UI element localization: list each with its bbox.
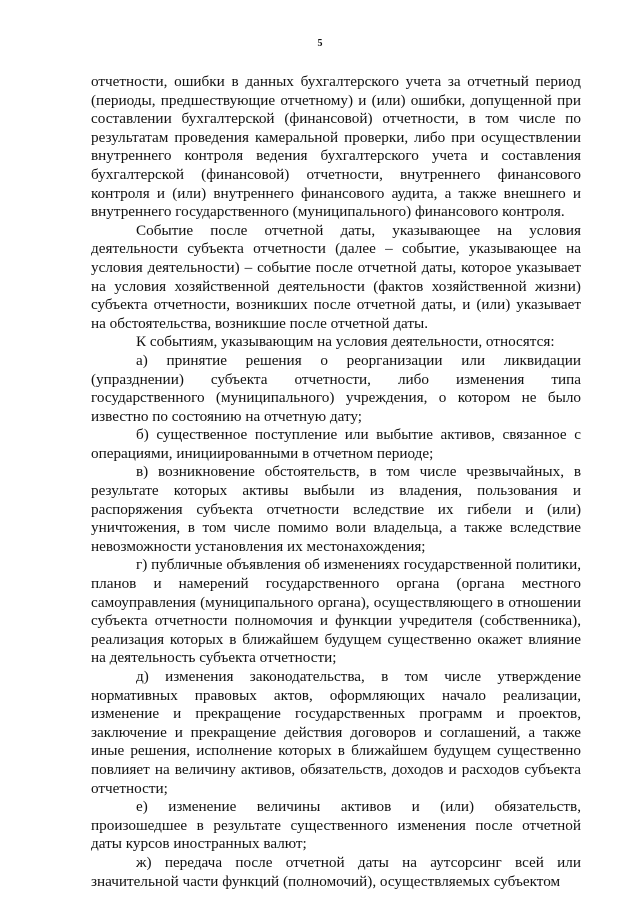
page-number: 5 xyxy=(317,38,323,49)
list-item-e: е) изменение величины активов и (или) обязательств, произошедшее в результате существенного изменения после отчетной даты курсов иностранных валют; xyxy=(91,798,581,853)
list-item-b: б) существенное поступление или выбытие активов, связанное с операциями, инициированными в отчетном периоде; xyxy=(91,426,581,462)
list-item-a: а) принятие решения о реорганизации или ликвидации (упразднении) субъекта отчетности, либо изменения типа государственного (муниципального) учреждения, о котором не было известно по состоянию на отчетную дату; xyxy=(91,351,581,425)
document-body xyxy=(91,73,581,891)
list-item-zh: ж) передача после отчетной даты на аутсорсинг всей или значительной части функций (полномочий), осуществляемых субъектом xyxy=(91,853,581,890)
list-item-g: г) публичные объявления об изменениях государственной политики, планов и намерений государственного органа (органа местного самоуправления (муниципального органа), осуществляющего в отношении субъекта отчетности полномочия и функции учредителя (собственника), реализация которых в ближайшем будущем существенно окажет влияние на деятельность субъекта отчетности; xyxy=(91,556,581,667)
paragraph-list-intro: К событиям, указывающим на условия деятельности, относятся: xyxy=(136,333,555,351)
paragraph-continuation: отчетности, ошибки в данных бухгалтерского учета за отчетный период (периоды, предшествующие отчетному) и (или) ошибки, допущенной при составлении бухгалтерской (финансовой) отчетности, в том числе по результатам проведения камеральной проверки, либо при осуществлении внутреннего контроля ведения бухгалтерского учета и составления бухгалтерской (финансовой) отчетности, внутреннего финансового контроля и (или) внутреннего финансового аудита, а также внешнего и внутреннего государственного (муниципального) финансового контроля. xyxy=(91,73,581,221)
list-item-v: в) возникновение обстоятельств, в том числе чрезвычайных, в результате которых активы выбыли из владения, пользования и распоряжения субъекта отчетности вследствие их гибели и (или) уничтожения, в том числе помимо воли владельца, а также вследствие невозможности установления их местонахождения; xyxy=(91,463,581,555)
list-item-d: д) изменения законодательства, в том числе утверждение нормативных правовых актов, оформляющих начало реализации, изменение и прекращение государственных программ и проектов, заключение и прекращение действия договоров и соглашений, а также иные решения, исполнение которых в ближайшем будущем существенно повлияет на величину активов, обязательств, доходов и расходов субъекта отчетности; xyxy=(91,668,581,797)
paragraph-event-definition: Событие после отчетной даты, указывающее на условия деятельности субъекта отчетности (далее – событие, указывающее на условия деятельности) – событие после отчетной даты, которое указывает на условия хозяйственной деятельности (фактов хозяйственной жизни) субъекта отчетности, возникших после отчетной даты, и (или) указывает на обстоятельства, возникшие после отчетной даты. xyxy=(91,221,581,332)
